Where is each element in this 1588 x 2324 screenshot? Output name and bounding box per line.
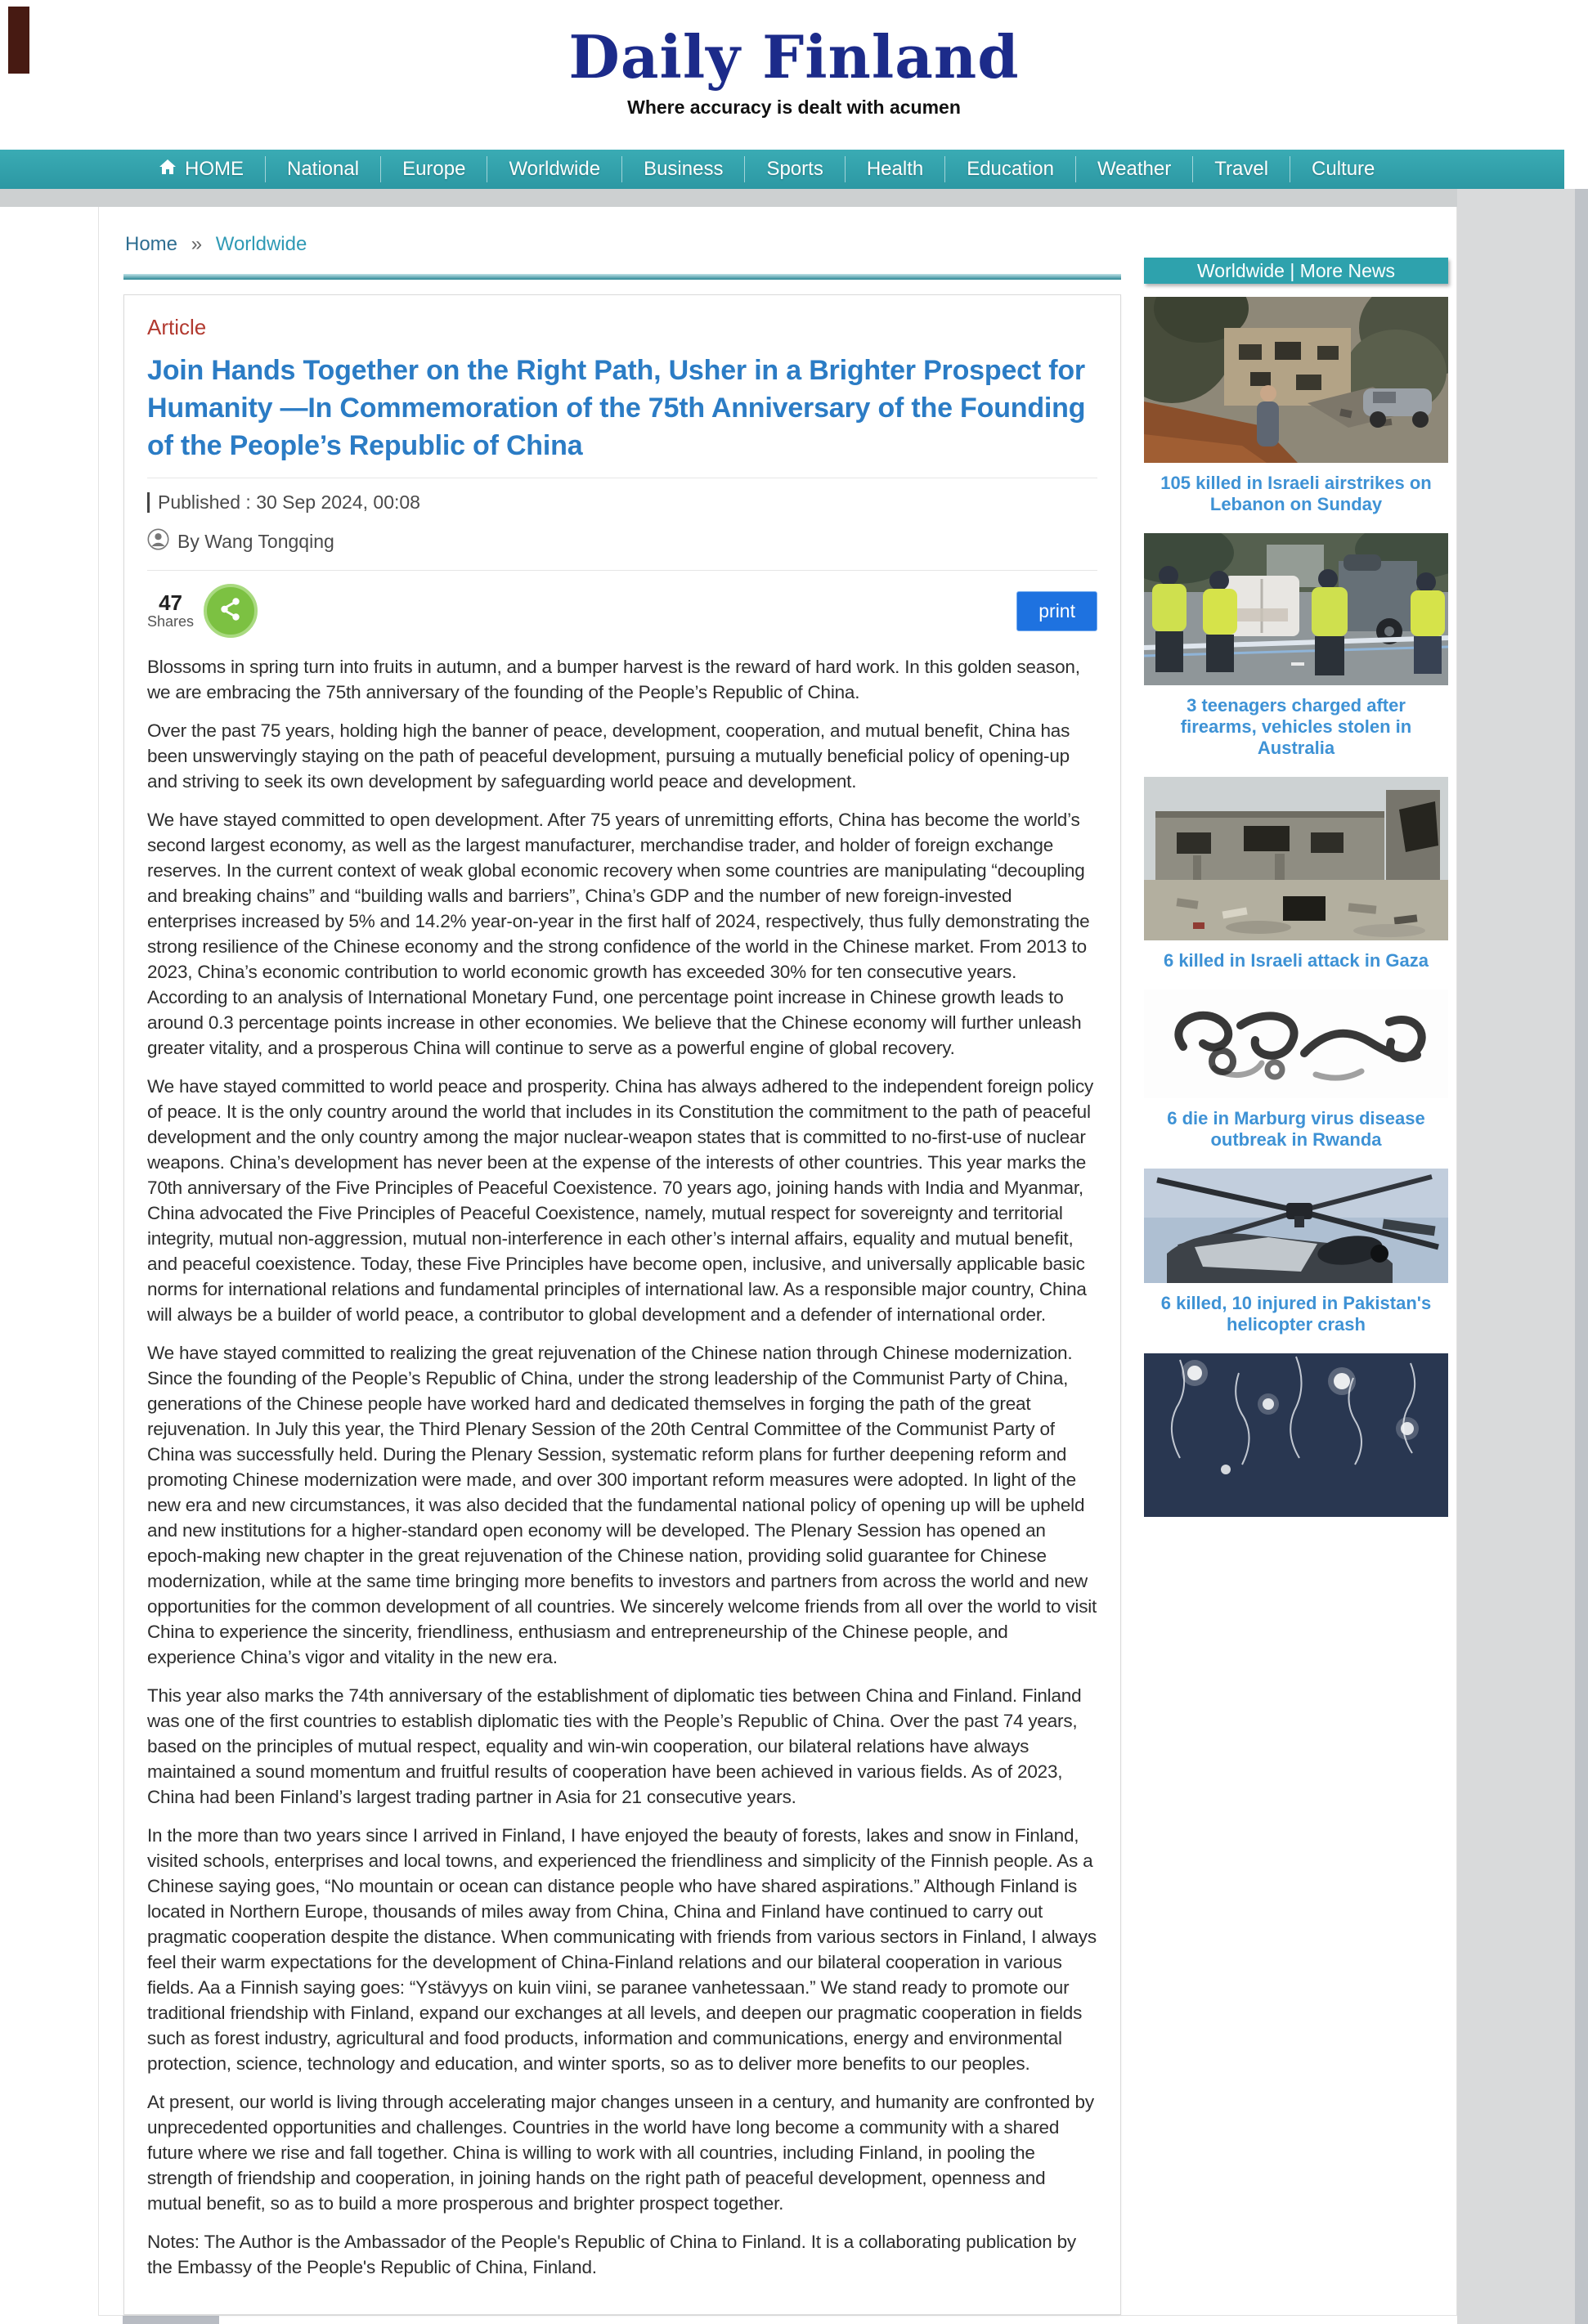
sidebar-news-item[interactable] xyxy=(1144,533,1448,759)
paragraph: Over the past 75 years, holding high the banner of peace, development, cooperation, and mutual benefit, China has been unswervingly staying on the path of peaceful development, pursuing a mutually beneficial policy of opening-up and striving to seek its own development by safeguarding world peace and development. xyxy=(147,720,1070,792)
window-accent-block xyxy=(8,7,29,74)
australia-police-scene-image[interactable] xyxy=(1144,533,1448,685)
sidebar-news-item[interactable] xyxy=(1144,1169,1448,1335)
breadcrumb xyxy=(125,233,1121,256)
article-author xyxy=(147,528,1097,555)
sidebar-news-caption[interactable]: 6 die in Marburg virus disease outbreak in Rwanda xyxy=(1167,1108,1425,1150)
nav-item-label: Worldwide xyxy=(509,158,601,180)
published-bar-icon xyxy=(147,492,150,513)
article-published xyxy=(147,491,1097,514)
nav-item-culture[interactable] xyxy=(1290,156,1396,182)
published-text: Published : 30 Sep 2024, 00:08 xyxy=(158,491,420,513)
nav-item-label: Culture xyxy=(1312,158,1375,180)
divider xyxy=(147,570,1097,571)
nav-item-education[interactable] xyxy=(944,156,1075,182)
sidebar-news-caption[interactable]: 3 teenagers charged after firearms, vehicles stolen in Australia xyxy=(1180,695,1412,758)
nav-item-sports[interactable] xyxy=(744,156,844,182)
article-category-label: Article xyxy=(147,315,207,339)
nav-item-label: HOME xyxy=(185,158,244,180)
article-notes: Notes: The Author is the Ambassador of the People's Republic of China to Finland. It is a collaborating publication by the Embassy of the People's Republic of China, Finland. xyxy=(147,2232,1076,2277)
nav-item-label: National xyxy=(287,158,360,180)
share-number: 47 xyxy=(159,590,182,615)
nav-item-label: Weather xyxy=(1097,158,1172,180)
sidebar-news-item[interactable] xyxy=(1144,297,1448,515)
nav-item-travel[interactable] xyxy=(1192,156,1290,182)
sidebar-news-caption[interactable]: 6 killed, 10 injured in Pakistan's helicopter crash xyxy=(1160,1293,1432,1335)
nav-item-home[interactable] xyxy=(137,156,265,182)
sidebar-header[interactable]: Worldwide | More News xyxy=(1144,258,1448,284)
print-button[interactable]: print xyxy=(1016,591,1097,631)
sidebar-news-item[interactable] xyxy=(1144,1353,1448,1517)
site-logo[interactable]: Daily Finland xyxy=(568,22,1020,92)
masthead xyxy=(0,0,1588,150)
gaza-destroyed-building-image[interactable] xyxy=(1144,777,1448,940)
nav-sub-strip xyxy=(0,189,1588,207)
share-button[interactable] xyxy=(204,584,258,638)
sidebar-more-news xyxy=(1144,230,1448,2315)
nav-item-label: Europe xyxy=(402,158,466,180)
article-body xyxy=(147,654,1097,2280)
home-icon xyxy=(159,156,177,182)
article-column xyxy=(123,230,1121,2315)
share-icon xyxy=(218,596,244,626)
pakistan-helicopter-crash-image[interactable] xyxy=(1144,1169,1448,1283)
main-nav xyxy=(0,150,1564,189)
paragraph: We have stayed committed to world peace and prosperity. China has always adhered to the independent foreign policy of peace. It is the only country around the world that includes in its Constitution the commitment to the path of peaceful development and the only country among the major nuclear-weapon states that is committed to no-first-use of nuclear weapons. China’s development has never been at the expense of the interests of other countries. This year marks the 70th anniversary of the Five Principles of Peaceful Coexistence. 70 years ago, joining hands with India and Myanmar, China advocated the Five Principles of Peaceful Coexistence, namely, mutual respect for sovereignty and territorial integrity, mutual non-aggression, mutual non-interference in each other’s internal affairs, equality and mutual benefit, and peaceful coexistence. Today, these Five Principles have become open, inclusive, and universally applicable basic norms for international relations and fundamental principles of international law. As a responsible major country, China will always be a builder of world peace, a contributor to global development and a defender of international order. xyxy=(147,1076,1094,1325)
paragraph: We have stayed committed to realizing the great rejuvenation of the Chinese nation through Chinese modernization. Since the founding of the People’s Republic of China, under the strong leadership of the Communist Party of China, generations of the Chinese people have worked hard and dedicated themselves in forging the path of the great rejuvenation. In July this year, the Third Plenary Session of the 20th Central Committee of the Communist Party of China was successfully held. During the Plenary Session, systematic reform plans for further deepening reform and promoting Chinese modernization were made, and over 300 important reform measures were adopted. In light of the new era and new circumstances, it was also decided that the fundamental national policy of opening up will be upheld and new institutions for a higher-standard open economy will be developed. The Plenary Session has opened an epoch-making new chapter in the great rejuvenation of the Chinese nation, providing solid guarantee for Chinese modernization, while at the same time bringing more benefits to investors and partners from across the world and new opportunities for the common development of all countries. We sincerely welcome friends from all over the world to visit China to experience the sincerity, friendliness, enthusiasm and entrepreneurship of the Chinese people, and experience China’s vigor and vitality in the new era. xyxy=(147,1343,1097,1667)
sidebar-news-item[interactable] xyxy=(1144,777,1448,971)
nav-item-europe[interactable] xyxy=(380,156,487,182)
nav-item-national[interactable] xyxy=(265,156,380,182)
scrollbar-track[interactable] xyxy=(1575,189,1588,2324)
sidebar-news-caption[interactable]: 6 killed in Israeli attack in Gaza xyxy=(1163,950,1429,971)
breadcrumb-separator: » xyxy=(191,233,203,255)
breadcrumb-section-link[interactable]: Worldwide xyxy=(215,233,307,255)
nav-item-label: Health xyxy=(866,158,924,180)
share-label: Shares xyxy=(147,612,195,630)
sidebar-news-item[interactable] xyxy=(1144,989,1448,1151)
lebanon-airstrike-rubble-image[interactable] xyxy=(1144,297,1448,463)
nav-item-label: Sports xyxy=(766,158,823,180)
night-sky-flares-image[interactable] xyxy=(1144,1353,1448,1517)
site-tagline: Where accuracy is dealt with acumen xyxy=(627,96,961,118)
paragraph: In the more than two years since I arrived in Finland, I have enjoyed the beauty of forests, lakes and snow in Finland, visited schools, enterprises and local towns, and experienced the friendliness and simplicity of the Finnish people. As a Chinese saying goes, “No mountain or ocean can distance people who have shared aspirations.” Although Finland is located in Northern Europe, thousands of miles away from China, China and Finland have continued to carry out pragmatic cooperation despite the distance. When communicating with friends from various sectors in Finland, I always feel their warm expectations for the development of China-Finland relations and our bilateral cooperation in various fields. Aa a Finnish saying goes: “Ystävyys on kuin viini, se paranee vanhetessaan.” We stand ready to promote our traditional friendship with Finland, expand our exchanges at all levels, and deepen our pragmatic cooperation in fields such as forest industry, agricultural and food products, information and communications, energy and environmental protection, science, technology and education, and winter sports, so as to deliver more benefits to our peoples. xyxy=(147,1825,1097,2074)
marburg-virus-micrograph-image[interactable] xyxy=(1144,989,1448,1098)
nav-item-health[interactable] xyxy=(845,156,944,182)
nav-item-weather[interactable] xyxy=(1075,156,1192,182)
nav-item-label: Travel xyxy=(1214,158,1269,180)
breadcrumb-home-link[interactable]: Home xyxy=(125,233,178,255)
author-avatar-icon xyxy=(147,528,169,555)
paragraph: We have stayed committed to open development. After 75 years of unremitting efforts, China has become the world’s second largest economy, as well as the largest manufacturer, merchandise trader, and holder of foreign exchange reserves. In the current context of weak global economic recovery when some countries are manipulating “decoupling and breaking chains” and “building walls and barriers”, China’s GDP and the number of new foreign-invested enterprises increased by 5% and 14.2% year-on-year in the first half of 2024, respectively, thus fully demonstrating the strong resilience of the Chinese economy and the strong confidence of the world in the Chinese market. From 2013 to 2023, China’s economic contribution to world economic growth has exceeded 30% for ten consecutive years. According to an analysis of International Monetary Fund, one percentage point increase in Chinese growth leads to around 0.3 percentage points increase in other economies. We believe that the Chinese economy will further unleash greater vitality, and a prosperous China will continue to serve as a powerful engine of global recovery. xyxy=(147,810,1090,1058)
share-count xyxy=(147,592,194,630)
article-card xyxy=(123,294,1121,2315)
nav-item-label: Education xyxy=(967,158,1054,180)
paragraph: This year also marks the 74th anniversary of the establishment of diplomatic ties between China and Finland. Finland was one of the first countries to establish diplomatic ties with the People’s Republic of China. Over the past 74 years, based on the principles of mutual respect, equality and win-win cooperation, our bilateral relations have always maintained a sound momentum and fruitful results of cooperation have been achieved in various fields. As of 2023, China had been Finland’s largest trading partner in Asia for 21 consecutive years. xyxy=(147,1685,1082,1807)
section-divider-rule xyxy=(123,274,1121,280)
page-right-gutter xyxy=(1457,189,1588,2324)
paragraph: At present, our world is living through accelerating major changes unseen in a century, and humanity are confronted by unprecedented opportunities and challenges. Countries in the world have long become a community with a shared future where we rise and fall together. China is willing to work with all countries, including Finland, in pooling the strength of friendship and cooperation, in joining hands on the right path of peaceful development, openness and mutual benefit, so as to build a more prosperous and brighter prospect together. xyxy=(147,2092,1094,2214)
content-wrapper xyxy=(98,207,1457,2316)
nav-item-business[interactable] xyxy=(621,156,744,182)
nav-item-worldwide[interactable] xyxy=(487,156,621,182)
author-text: By Wang Tongqing xyxy=(177,531,334,552)
article-title: Join Hands Together on the Right Path, Usher in a Brighter Prospect for Humanity —In Commemoration of the 75th Anniversary of the Founding of the People’s Republic of China xyxy=(147,355,1086,461)
paragraph: Blossoms in spring turn into fruits in autumn, and a bumper harvest is the reward of hard work. In this golden season, we are embracing the 75th anniversary of the founding of the People’s Republic of China. xyxy=(147,657,1080,702)
sidebar-news-caption[interactable]: 105 killed in Israeli airstrikes on Lebanon on Sunday xyxy=(1160,473,1432,514)
nav-item-label: Business xyxy=(644,158,724,180)
share-row xyxy=(147,584,1097,638)
